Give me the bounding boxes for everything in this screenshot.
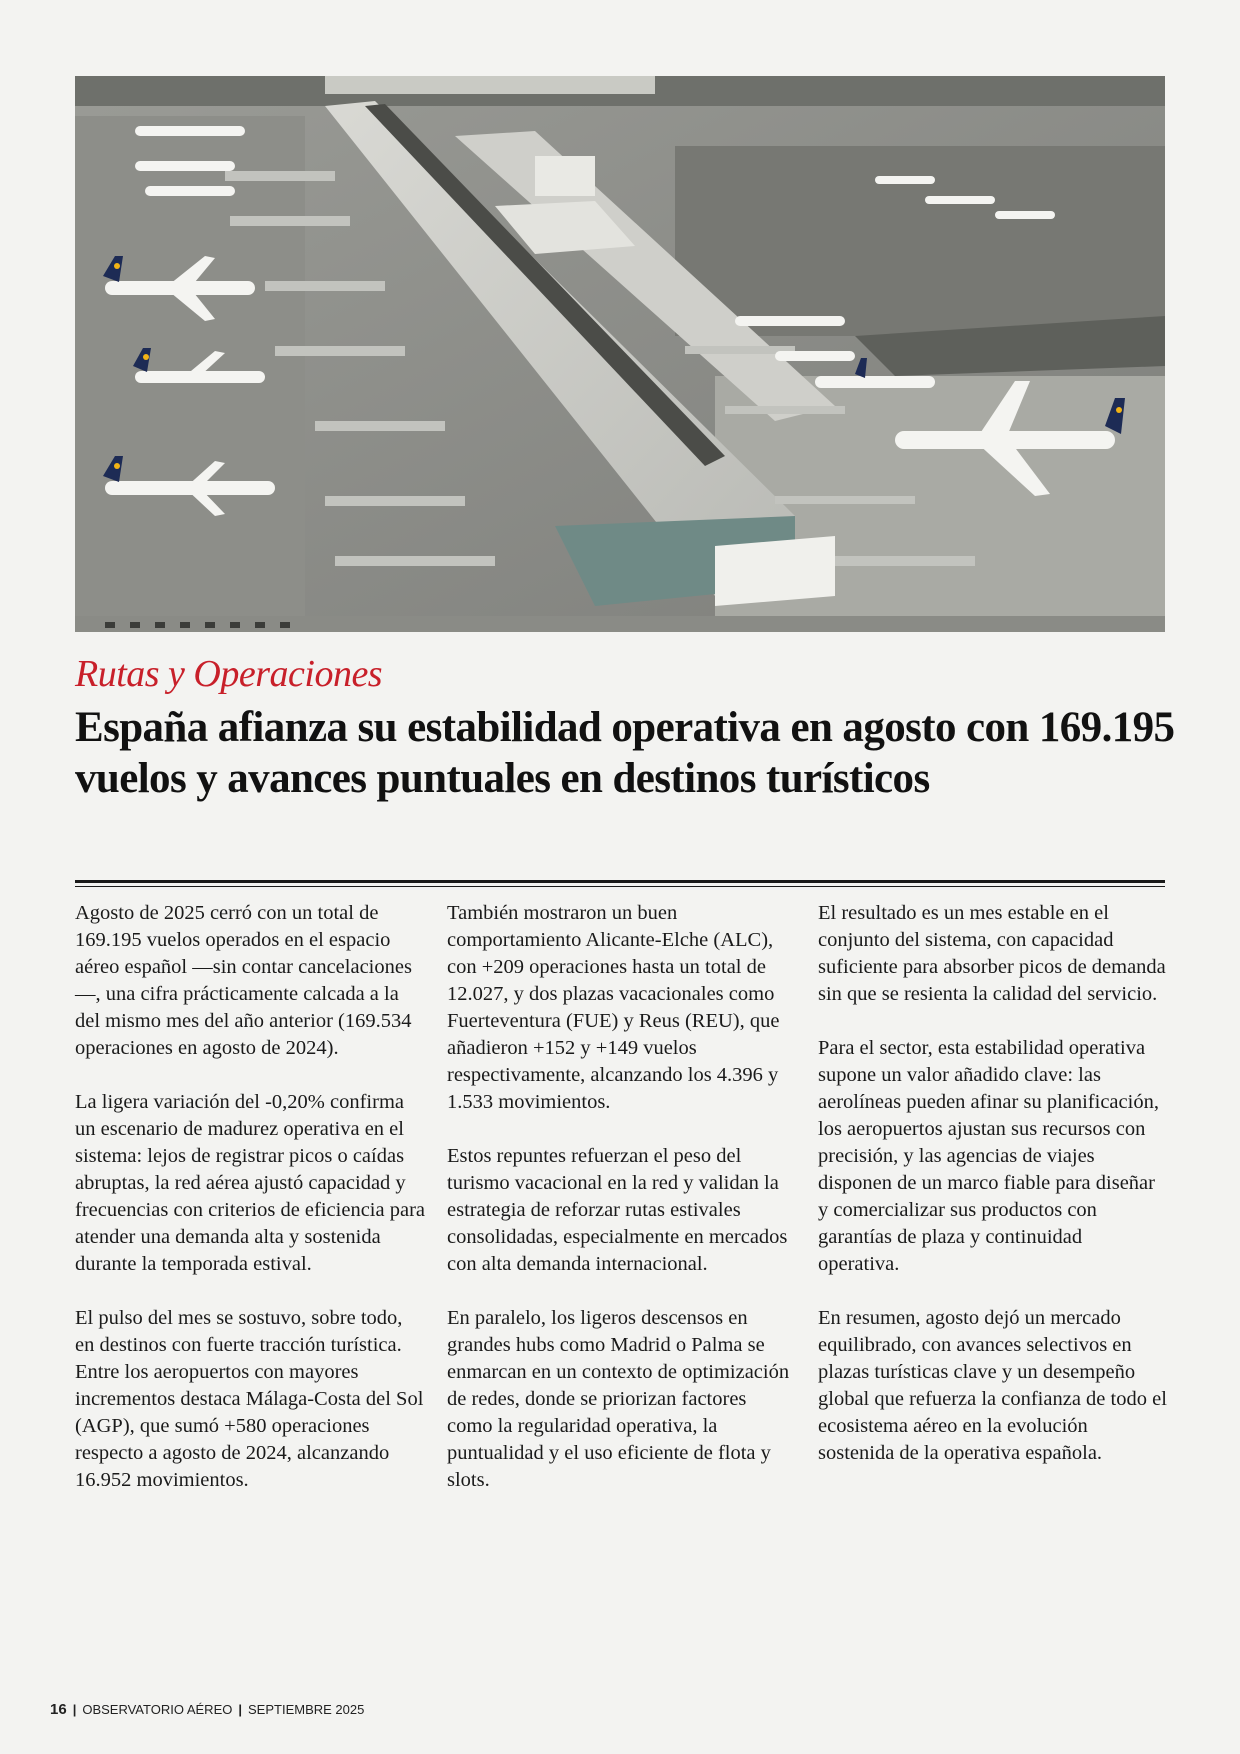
airport-aerial-illustration <box>75 76 1165 632</box>
paragraph: La ligera variación del -0,20% confirma un escenario de madurez operativa en el sistema: lejos de registrar picos o caídas abruptas, la red aérea ajustó capacidad y frecuencias con criterios de eficiencia para atender una demanda alta y sostenida durante la temporada estival. <box>75 1091 425 1275</box>
paragraph: Estos repuntes refuerzan el peso del turismo vacacional en la red y validan la estrategia de reforzar rutas estivales consolidadas, especialmente en mercados con alta demanda internacional. <box>447 1145 788 1275</box>
paragraph: En resumen, agosto dejó un mercado equilibrado, con avances selectivos en plazas turísticas clave y un desempeño global que refuerza la confianza de todo el ecosistema aéreo en la evolución sostenida de la operativa española. <box>818 1307 1167 1464</box>
article-column-3 <box>818 900 1168 1494</box>
paragraph: Para el sector, esta estabilidad operativa supone un valor añadido clave: las aerolíneas pueden afinar su planificación, los aeropuertos ajustan sus recursos con precisión, y las agencias de viajes disponen de un marco fiable para diseñar y comercializar sus productos con garantías de plaza y continuidad operativa. <box>818 1037 1159 1275</box>
footer-separator: | <box>72 1702 77 1717</box>
headline-divider-thick <box>75 880 1165 883</box>
paragraph: El resultado es un mes estable en el conjunto del sistema, con capacidad suficiente para absorber picos de demanda sin que se resienta la calidad del servicio. <box>818 902 1166 1005</box>
footer-separator: | <box>238 1702 242 1717</box>
paragraph: También mostraron un buen comportamiento Alicante-Elche (ALC), con +209 operaciones hasta un total de 12.027, y dos plazas vacacionales como Fuerteventura (FUE) y Reus (REU), que añadieron +152 y +149 vuelos respectivamente, alcanzando los 4.396 y 1.533 movimientos. <box>447 902 780 1113</box>
headline-divider-thin <box>75 886 1165 887</box>
article-column-1 <box>75 900 425 1521</box>
article-headline: España afianza su estabilidad operativa en agosto con 169.195 vuelos y avances puntuales en destinos turísticos <box>75 704 1175 802</box>
section-label: Rutas y Operaciones <box>75 653 383 695</box>
publication-name: OBSERVATORIO AÉREO <box>82 1702 233 1717</box>
issue-date: SEPTIEMBRE 2025 <box>248 1702 365 1717</box>
page-number: 16 <box>50 1701 67 1718</box>
paragraph: En paralelo, los ligeros descensos en grandes hubs como Madrid o Palma se enmarcan en un contexto de optimización de redes, donde se priorizan factores como la regularidad operativa, la puntualidad y el uso eficiente de flota y slots. <box>447 1307 790 1491</box>
paragraph: El pulso del mes se sostuvo, sobre todo, en destinos con fuerte tracción turística. Entre los aeropuertos con mayores incrementos destaca Málaga-Costa del Sol (AGP), que sumó +580 operaciones respecto a agosto de 2024, alcanzando 16.952 movimientos. <box>75 1307 424 1491</box>
paragraph: Agosto de 2025 cerró con un total de 169.195 vuelos operados en el espacio aéreo español —sin contar cancelaciones—, una cifra prácticamente calcada a la del mismo mes del año anterior (169.534 operaciones en agosto de 2024). <box>75 902 412 1059</box>
page-footer <box>50 1701 364 1718</box>
hero-photo-airport-terminal <box>75 76 1165 632</box>
article-column-2 <box>447 900 797 1521</box>
